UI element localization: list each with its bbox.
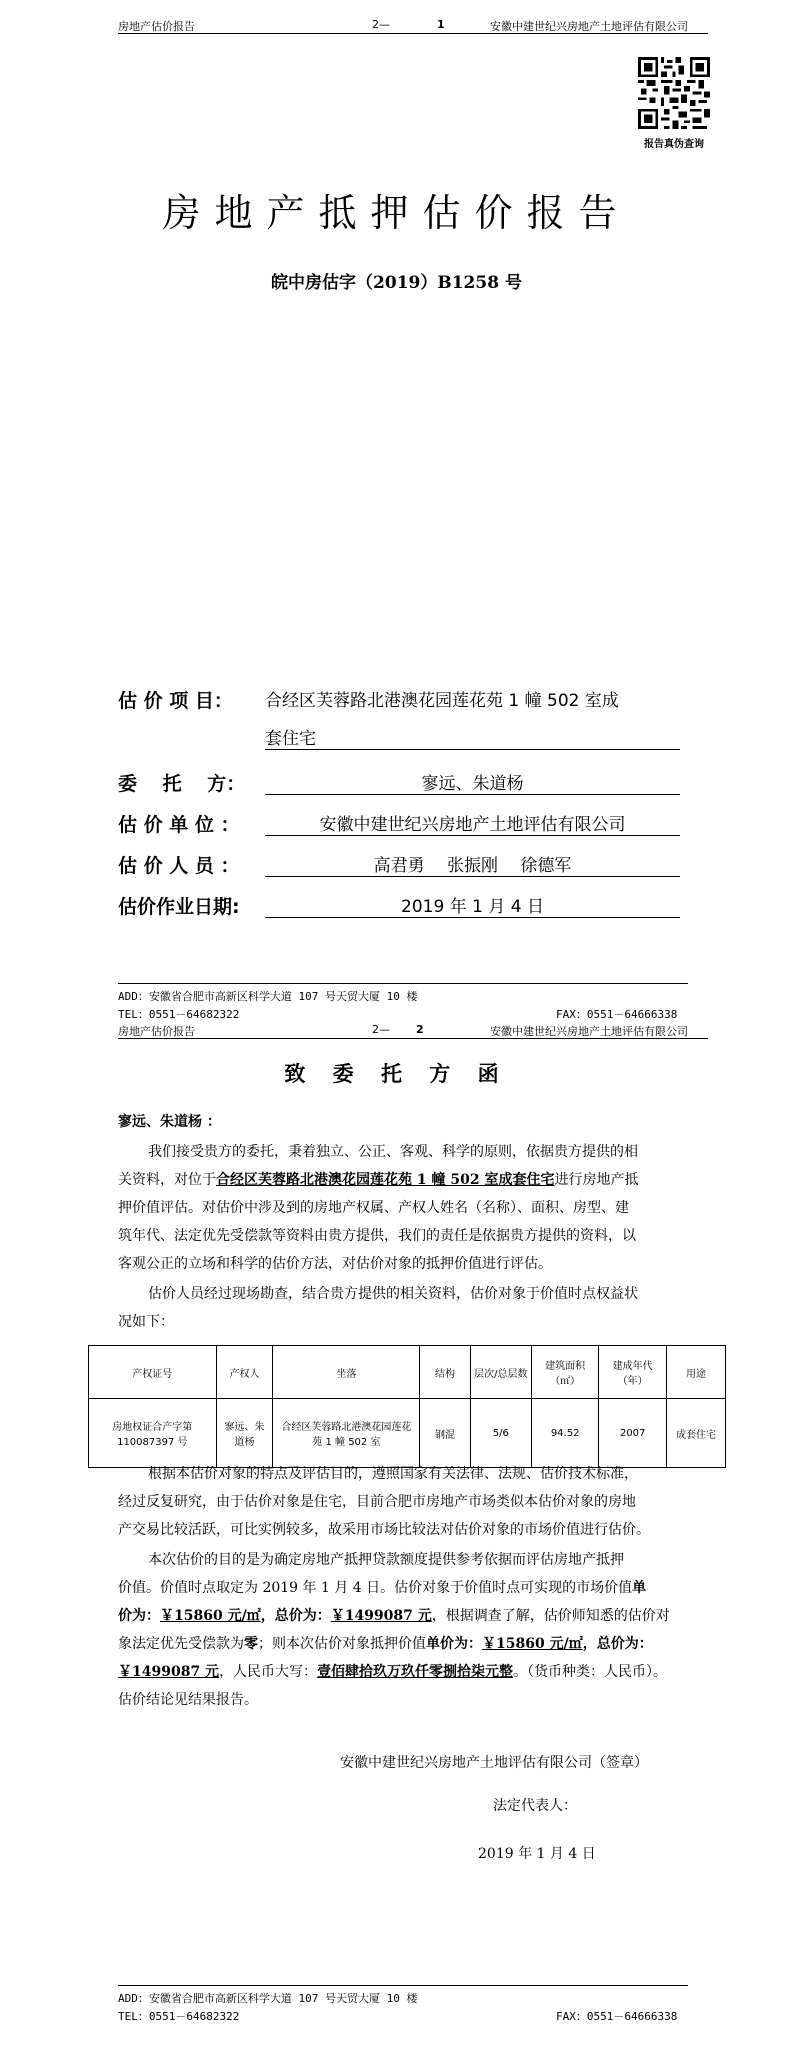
p4-line-4 xyxy=(118,1630,718,1658)
header-left: 房地产估价报告 xyxy=(118,20,195,33)
appraisers-label: 估 价 人 员 ： xyxy=(118,855,240,877)
p4-line-2 xyxy=(118,1574,718,1602)
table-cell: 94.52 xyxy=(531,1399,599,1468)
header-rule xyxy=(118,33,708,34)
table-cell: 5/6 xyxy=(470,1399,531,1468)
table-header-cell: 产权人 xyxy=(216,1346,273,1399)
project-label: 估 价 项 目： xyxy=(118,690,233,712)
table-header-cell: 产权证号 xyxy=(89,1346,217,1399)
header-page-prefix: 2— xyxy=(372,1023,390,1036)
signature-company: 安徽中建世纪兴房地产土地评估有限公司（签章） xyxy=(340,1755,648,1771)
client-label: 委 托 方： xyxy=(118,773,246,795)
p1-text: 关资料，对位于 xyxy=(118,1172,216,1188)
report-number: 皖中房估字（2019）B1258 号 xyxy=(271,273,522,293)
property-address: 合经区芙蓉路北港澳花园莲花苑 1 幢 502 室成套住宅 xyxy=(216,1172,555,1188)
priority-claim-value: 零 xyxy=(244,1636,258,1652)
table-cell: 房地权证合产字第 110087397 号 xyxy=(89,1399,217,1468)
header-rule xyxy=(118,1038,708,1039)
p4-text-bold: ，总价为： xyxy=(260,1608,331,1624)
mortgage-total-price: ￥1499087 元 xyxy=(118,1664,220,1680)
unit-value: 安徽中建世纪兴房地产土地评估有限公司 xyxy=(265,810,680,836)
table-header-cell: 结构 xyxy=(420,1346,470,1399)
p5-line: 估价结论见结果报告。 xyxy=(118,1692,258,1708)
footer-address: ADD：安徽省合肥市高新区科学大道 107 号天贸大厦 10 楼 xyxy=(118,1992,418,2005)
footer-fax: FAX：0551－64666338 xyxy=(556,2010,678,2023)
amount-in-words: 壹佰肆拾玖万玖仟零捌拾柒元整 xyxy=(317,1664,514,1680)
paragraph-1 xyxy=(118,1138,718,1278)
table-header-cell: 坐落 xyxy=(273,1346,420,1399)
table-header-row xyxy=(89,1346,726,1399)
project-value-line1: 合经区芙蓉路北港澳花园莲花苑 1 幢 502 室成 xyxy=(265,691,619,711)
table-cell: 2007 xyxy=(599,1399,667,1468)
qr-code-icon[interactable] xyxy=(638,57,710,129)
p1-line-1: 我们接受贵方的委托，秉着独立、公正、客观、科学的原则，依据贵方提供的相 xyxy=(148,1144,638,1160)
header-page-prefix: 2— xyxy=(372,18,390,31)
p1-line-3: 押价值评估。对估价中涉及到的房地产权属、产权人姓名（名称）、面积、房型、建 xyxy=(118,1200,629,1216)
table-row xyxy=(89,1399,726,1468)
p4-text: ；则本次估价对象抵押价值 xyxy=(258,1636,426,1652)
p4-line-1: 本次估价的目的是为确定房地产抵押贷款额度提供参考依据而评估房地产抵押 xyxy=(148,1552,624,1568)
p4-text-bold: 单 xyxy=(632,1580,647,1596)
paragraph-4 xyxy=(118,1546,718,1714)
paragraph-2 xyxy=(118,1280,718,1336)
table-header-cell: 层次/总层数 xyxy=(470,1346,531,1399)
header-page-number: 1 xyxy=(437,18,445,31)
p4-line-5 xyxy=(118,1658,718,1686)
signature-date: 2019 年 1 月 4 日 xyxy=(478,1846,596,1862)
p1-line-4: 筑年代、法定优先受偿款等资料由贵方提供，我们的责任是依据贵方提供的资料，以 xyxy=(118,1228,636,1244)
p3-line-1: 根据本估价对象的特点及评估目的，遵照国家有关法律、法规、估价技术标准， xyxy=(148,1466,638,1482)
market-total-price: ￥1499087 元 xyxy=(330,1608,432,1624)
p4-text-bold: 价为： xyxy=(118,1608,160,1624)
header-page-number: 2 xyxy=(416,1023,424,1036)
header-right: 安徽中建世纪兴房地产土地评估有限公司 xyxy=(490,1025,688,1038)
p4-text: 。（货币种类：人民币）。 xyxy=(513,1664,668,1680)
p4-text: ，人民币大写： xyxy=(219,1664,318,1680)
signature-legal-rep: 法定代表人： xyxy=(493,1798,577,1814)
date-label: 估价作业日期: xyxy=(118,896,240,918)
property-table xyxy=(88,1345,726,1468)
unit-label: 估 价 单 位 ： xyxy=(118,814,240,836)
market-unit-price: ￥15860 元/㎡ xyxy=(160,1608,261,1624)
table-header-cell: 用途 xyxy=(666,1346,725,1399)
p1-text: 进行房地产抵 xyxy=(554,1172,639,1188)
footer-fax: FAX：0551－64666338 xyxy=(556,1008,678,1021)
p4-text: 象法定优先受偿款为 xyxy=(118,1636,244,1652)
date-value: 2019 年 1 月 4 日 xyxy=(265,892,680,918)
footer-tel: TEL：0551－64682322 xyxy=(118,2010,240,2023)
project-value-line2: 套住宅 xyxy=(265,724,680,750)
p2-line-2: 况如下： xyxy=(118,1314,174,1330)
letter-title: 致 委 托 方 函 xyxy=(284,1061,509,1086)
header-right: 安徽中建世纪兴房地产土地评估有限公司 xyxy=(490,20,688,33)
footer-rule xyxy=(118,983,688,984)
p4-text: ，根据调查了解，估价师知悉的估价对 xyxy=(431,1608,670,1624)
footer-address: ADD：安徽省合肥市高新区科学大道 107 号天贸大厦 10 楼 xyxy=(118,990,418,1003)
table-cell: 合经区芙蓉路北港澳花园莲花苑 1 幢 502 室 xyxy=(273,1399,420,1468)
table-header-cell: 建筑面积（㎡） xyxy=(531,1346,599,1399)
client-value: 寥远、朱道杨 xyxy=(265,769,680,795)
mortgage-unit-price: ￥15860 元/㎡ xyxy=(482,1636,583,1652)
p1-line-5: 客观公正的立场和科学的估价方法，对估价对象的抵押价值进行评估。 xyxy=(118,1256,552,1272)
table-cell: 钢混 xyxy=(420,1399,470,1468)
p4-text-bold: ，总价为： xyxy=(582,1636,653,1652)
p3-line-2: 经过反复研究，由于估价对象是住宅，目前合肥市房地产市场类似本估价对象的房地 xyxy=(118,1494,636,1510)
table-header-cell: 建成年代（年） xyxy=(599,1346,667,1399)
header-left: 房地产估价报告 xyxy=(118,1025,195,1038)
footer-rule xyxy=(118,1985,688,1986)
p4-text-bold: 单价为： xyxy=(426,1636,482,1652)
p1-line-2 xyxy=(118,1166,718,1194)
table-cell: 成套住宅 xyxy=(666,1399,725,1468)
appraisers-value: 高君勇 张振刚 徐德军 xyxy=(265,851,680,877)
salutation: 寥远、朱道杨 ： xyxy=(118,1114,221,1130)
footer-tel: TEL：0551－64682322 xyxy=(118,1008,240,1021)
p3-line-3: 产交易比较活跃，可比实例较多，故采用市场比较法对估价对象的市场价值进行估价。 xyxy=(118,1522,650,1538)
p2-line-1: 估价人员经过现场勘查，结合贵方提供的相关资料，估价对象于价值时点权益状 xyxy=(148,1286,638,1302)
page-title: 房地产抵押估价报告 xyxy=(162,191,631,235)
table-cell: 寥远、朱道杨 xyxy=(216,1399,273,1468)
p4-line-3 xyxy=(118,1602,718,1630)
p4-text: 价值。价值时点取定为 2019 年 1 月 4 日。估价对象于价值时点可实现的市场价值 xyxy=(118,1580,633,1596)
paragraph-3 xyxy=(118,1460,718,1544)
qr-caption: 报告真伪查询 xyxy=(644,139,704,150)
